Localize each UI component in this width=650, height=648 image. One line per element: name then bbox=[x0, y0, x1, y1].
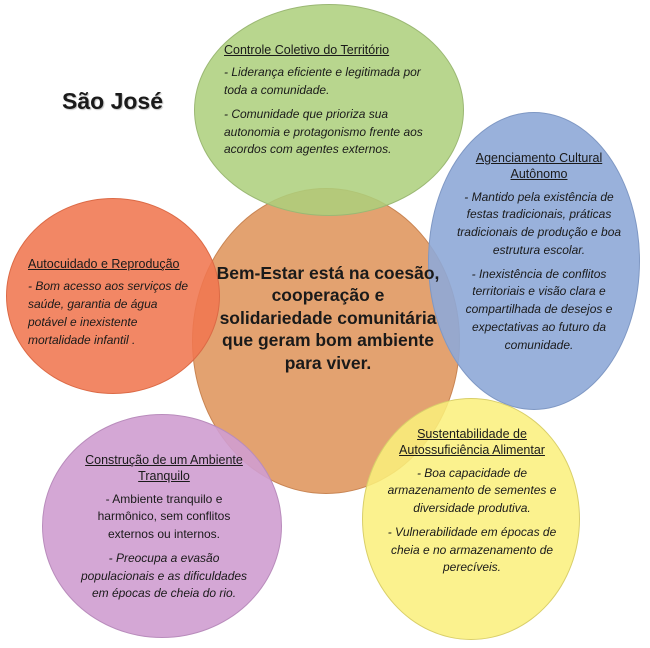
top-circle-text bbox=[224, 42, 430, 159]
bottom-left-heading: Construção de um Ambiente Tranquilo bbox=[85, 453, 243, 484]
bottom-right-item-2: - Vulnerabilidade em épocas de cheia e no armazenamento de perecíveis. bbox=[387, 524, 557, 575]
bottom-right-circle-text bbox=[384, 426, 560, 577]
top-heading: Controle Coletivo do Território bbox=[224, 43, 390, 57]
bottom-right-heading: Sustentabilidade de Autossuficiência Alimentar bbox=[399, 427, 545, 458]
right-circle-text bbox=[454, 150, 624, 354]
bottom-left-item-2: - Preocupa a evasão populacionais e as dificuldades em épocas de cheia do rio. bbox=[80, 550, 248, 601]
bottom-left-circle-text bbox=[76, 452, 252, 603]
bottom-left-item-1: - Ambiente tranquilo e harmônico, sem conflitos externos ou internos. bbox=[97, 491, 231, 541]
right-item-2: - Inexistência de conflitos territoriais e visão clara e compartilhada de desejos e expectativas ao futuro da comunidade. bbox=[465, 266, 613, 352]
center-statement: Bem-Estar está na coesão, cooperação e solidariedade comunitária que geram bom ambiente para viver. bbox=[216, 263, 440, 373]
left-item-1: - Bom acesso aos serviços de saúde, garantia de água potável e inexistente mortalidade infantil . bbox=[28, 279, 189, 347]
bottom-right-item-1: - Boa capacidade de armazenamento de sementes e diversidade produtiva. bbox=[387, 465, 557, 515]
top-item-1: - Liderança eficiente e legitimada por toda a comunidade. bbox=[224, 65, 421, 97]
diagram-title: São José bbox=[62, 88, 163, 114]
right-heading: Agenciamento Cultural Autônomo bbox=[475, 151, 603, 182]
right-item-1: - Mantido pela existência de festas tradicionais, práticas tradicionais de produção e boa estrutura escolar. bbox=[456, 189, 622, 257]
left-heading: Autocuidado e Reprodução bbox=[28, 257, 180, 271]
top-item-2: - Comunidade que prioriza sua autonomia e protagonismo frente aos acordos com agentes externos. bbox=[224, 106, 423, 157]
left-circle-text bbox=[28, 256, 196, 349]
